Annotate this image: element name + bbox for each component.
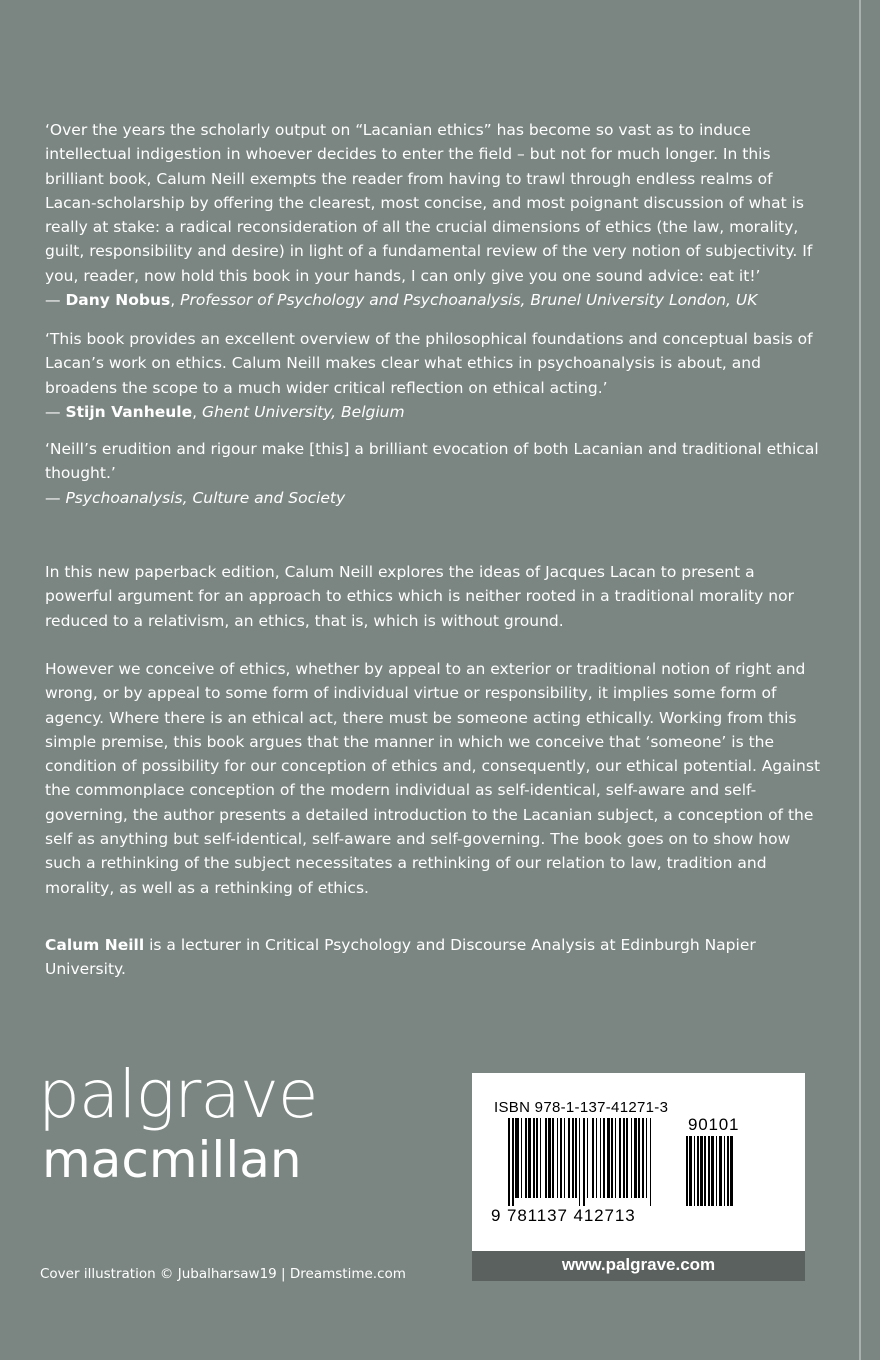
addon-barcode [686,1136,756,1208]
barcode-bar [533,1118,535,1198]
barcode-bar [686,1136,688,1206]
addon-digits: 90101 [688,1115,740,1134]
author-name: Calum Neill [45,936,145,954]
barcode-bar [650,1118,651,1206]
barcode-bar [623,1118,625,1198]
barcode-bar [607,1118,610,1198]
barcode-bar [560,1118,562,1198]
barcode-bar [587,1118,588,1198]
barcode-bar [730,1136,733,1206]
barcode-bar [579,1118,580,1206]
endorsement-quote-1 [45,118,820,312]
barcode-bar [689,1136,692,1206]
barcode-bar [638,1118,640,1198]
barcode-bar [568,1118,570,1198]
barcode-bar [515,1118,519,1198]
quote-attribution: — Stijn Vanheule, Ghent University, Belgium [45,402,405,421]
barcode-bar [646,1118,647,1198]
barcode-bar [525,1118,527,1198]
quote-text: ‘Neill’s erudition and rigour make [this] a brilliant evocation of both Lacanian and traditional ethical thought.’ [45,440,819,483]
barcode-bar [704,1136,706,1206]
barcode-bar [557,1118,558,1198]
barcode-bar [521,1118,522,1198]
barcode-bar [596,1118,597,1198]
logo-line-macmillan: macmillan [42,1131,302,1189]
quote-attribution: — Psychoanalysis, Culture and Society [45,488,346,507]
barcode-bar [611,1118,613,1198]
barcode-bar [697,1136,699,1206]
barcode-bar [615,1118,616,1198]
isbn-label: ISBN 978-1-137-41271-3 [494,1099,669,1116]
quote-source: Psychoanalysis, Culture and Society [65,488,346,507]
ean13-barcode [508,1118,678,1208]
barcode-bar [536,1118,538,1198]
barcode-bar [719,1136,722,1206]
logo-line-palgrave: palgrave [38,1056,318,1133]
barcode-bar [727,1136,729,1206]
barcode-bar [548,1118,551,1198]
barcode-bar [619,1118,621,1198]
barcode-bar [564,1118,565,1198]
endorsement-quote-2 [45,327,820,424]
barcode-bar [716,1136,717,1206]
barcode-bar [694,1136,695,1206]
barcode-bar [512,1118,514,1206]
endorsement-quote-3 [45,437,820,510]
barcode-bar [545,1118,547,1198]
quote-text: ‘Over the years the scholarly output on “Lacanian ethics” has become so vast as to induce intellectual indigestion in whoever decides to enter the field – but not for much longer. In this brilliant book, Calum Neill exempts the reader from having to trawl through endless realms of Lacan-scholarship by offering the clearest, most concise, and most poignant discussion of what is really at stake: a radical reconsideration of all the crucial dimensions of ethics (the law, morality, guilt, responsibility and desire) in light of a fundamental review of the very notion of subjectivity. If you, reader, now hold this book in your hands, I can only give you one sound advice: eat it!’ [45,121,813,285]
description-paragraph-2: However we conceive of ethics, whether by appeal to an exterior or traditional notion of right and wrong, or by appeal to some form of individual virtue or responsibility, it implies some form of agency. Where there is an ethical act, there must be someone acting ethically. Working from this simple premise, this book argues that the manner in which we conceive that ‘someone’ is the condition of possibility for our conception of ethics and, consequently, our ethical potential. Against the commonplace conception of the modern individual as self-identical, self-aware and self-governing, the author presents a detailed introduction to the Lacanian subject, a conception of the self as anything but self-identical, self-aware and self-governing. The book goes on to show how such a rethinking of the subject necessitates a rethinking of our relation to law, tradition and morality, as well as a rethinking of ethics. [45,660,821,897]
barcode-bar [724,1136,725,1206]
barcode-bar [528,1118,531,1198]
barcode-digits: 9 781137 412713 [491,1206,636,1225]
barcode-bar [600,1118,601,1198]
quote-affiliation: Professor of Psychology and Psychoanalysis, Brunel University London, UK [180,291,758,310]
publisher-url[interactable]: www.palgrave.com [472,1251,805,1281]
barcode-bar [575,1118,577,1198]
barcode-bar [583,1118,585,1206]
barcode-bar [540,1118,541,1198]
barcode-bar [708,1136,710,1206]
barcode-bar [642,1118,644,1198]
barcode-bar [508,1118,510,1206]
barcode-bar [572,1118,574,1198]
publisher-logo [38,1056,358,1190]
barcode-bar [592,1118,594,1198]
cover-credit: Cover illustration © Jubalharsaw19 | Dreamstime.com [40,1266,406,1282]
author-bio: Calum Neill is a lecturer in Critical Psychology and Discourse Analysis at Edinburgh Napier University. [45,936,756,979]
quote-author: Dany Nobus [65,291,171,310]
barcode-bar [711,1136,714,1206]
isbn-barcode-panel [472,1073,805,1251]
barcode-bar [603,1118,605,1198]
spine-edge-line [859,0,861,1360]
barcode-bar [700,1136,703,1206]
barcode-bar [634,1118,637,1198]
barcode-bar [552,1118,554,1198]
quote-affiliation: Ghent University, Belgium [201,402,405,421]
quote-text: ‘This book provides an excellent overview of the philosophical foundations and conceptual basis of Lacan’s work on ethics. Calum Neill makes clear what ethics in psychoanalysis is about, and broadens the scope to a much wider critical reflection on ethical acting.’ [45,330,813,397]
barcode-bar [631,1118,632,1198]
description-paragraph-1: In this new paperback edition, Calum Neill explores the ideas of Jacques Lacan to present a powerful argument for an approach to ethics which is neither rooted in a traditional morality nor reduced to a relativism, an ethics, that is, which is without ground. [45,563,794,630]
quote-attribution: — Dany Nobus, Professor of Psychology and Psychoanalysis, Brunel University London, UK [45,291,758,310]
quote-author: Stijn Vanheule [65,402,193,421]
barcode-bar [626,1118,628,1198]
